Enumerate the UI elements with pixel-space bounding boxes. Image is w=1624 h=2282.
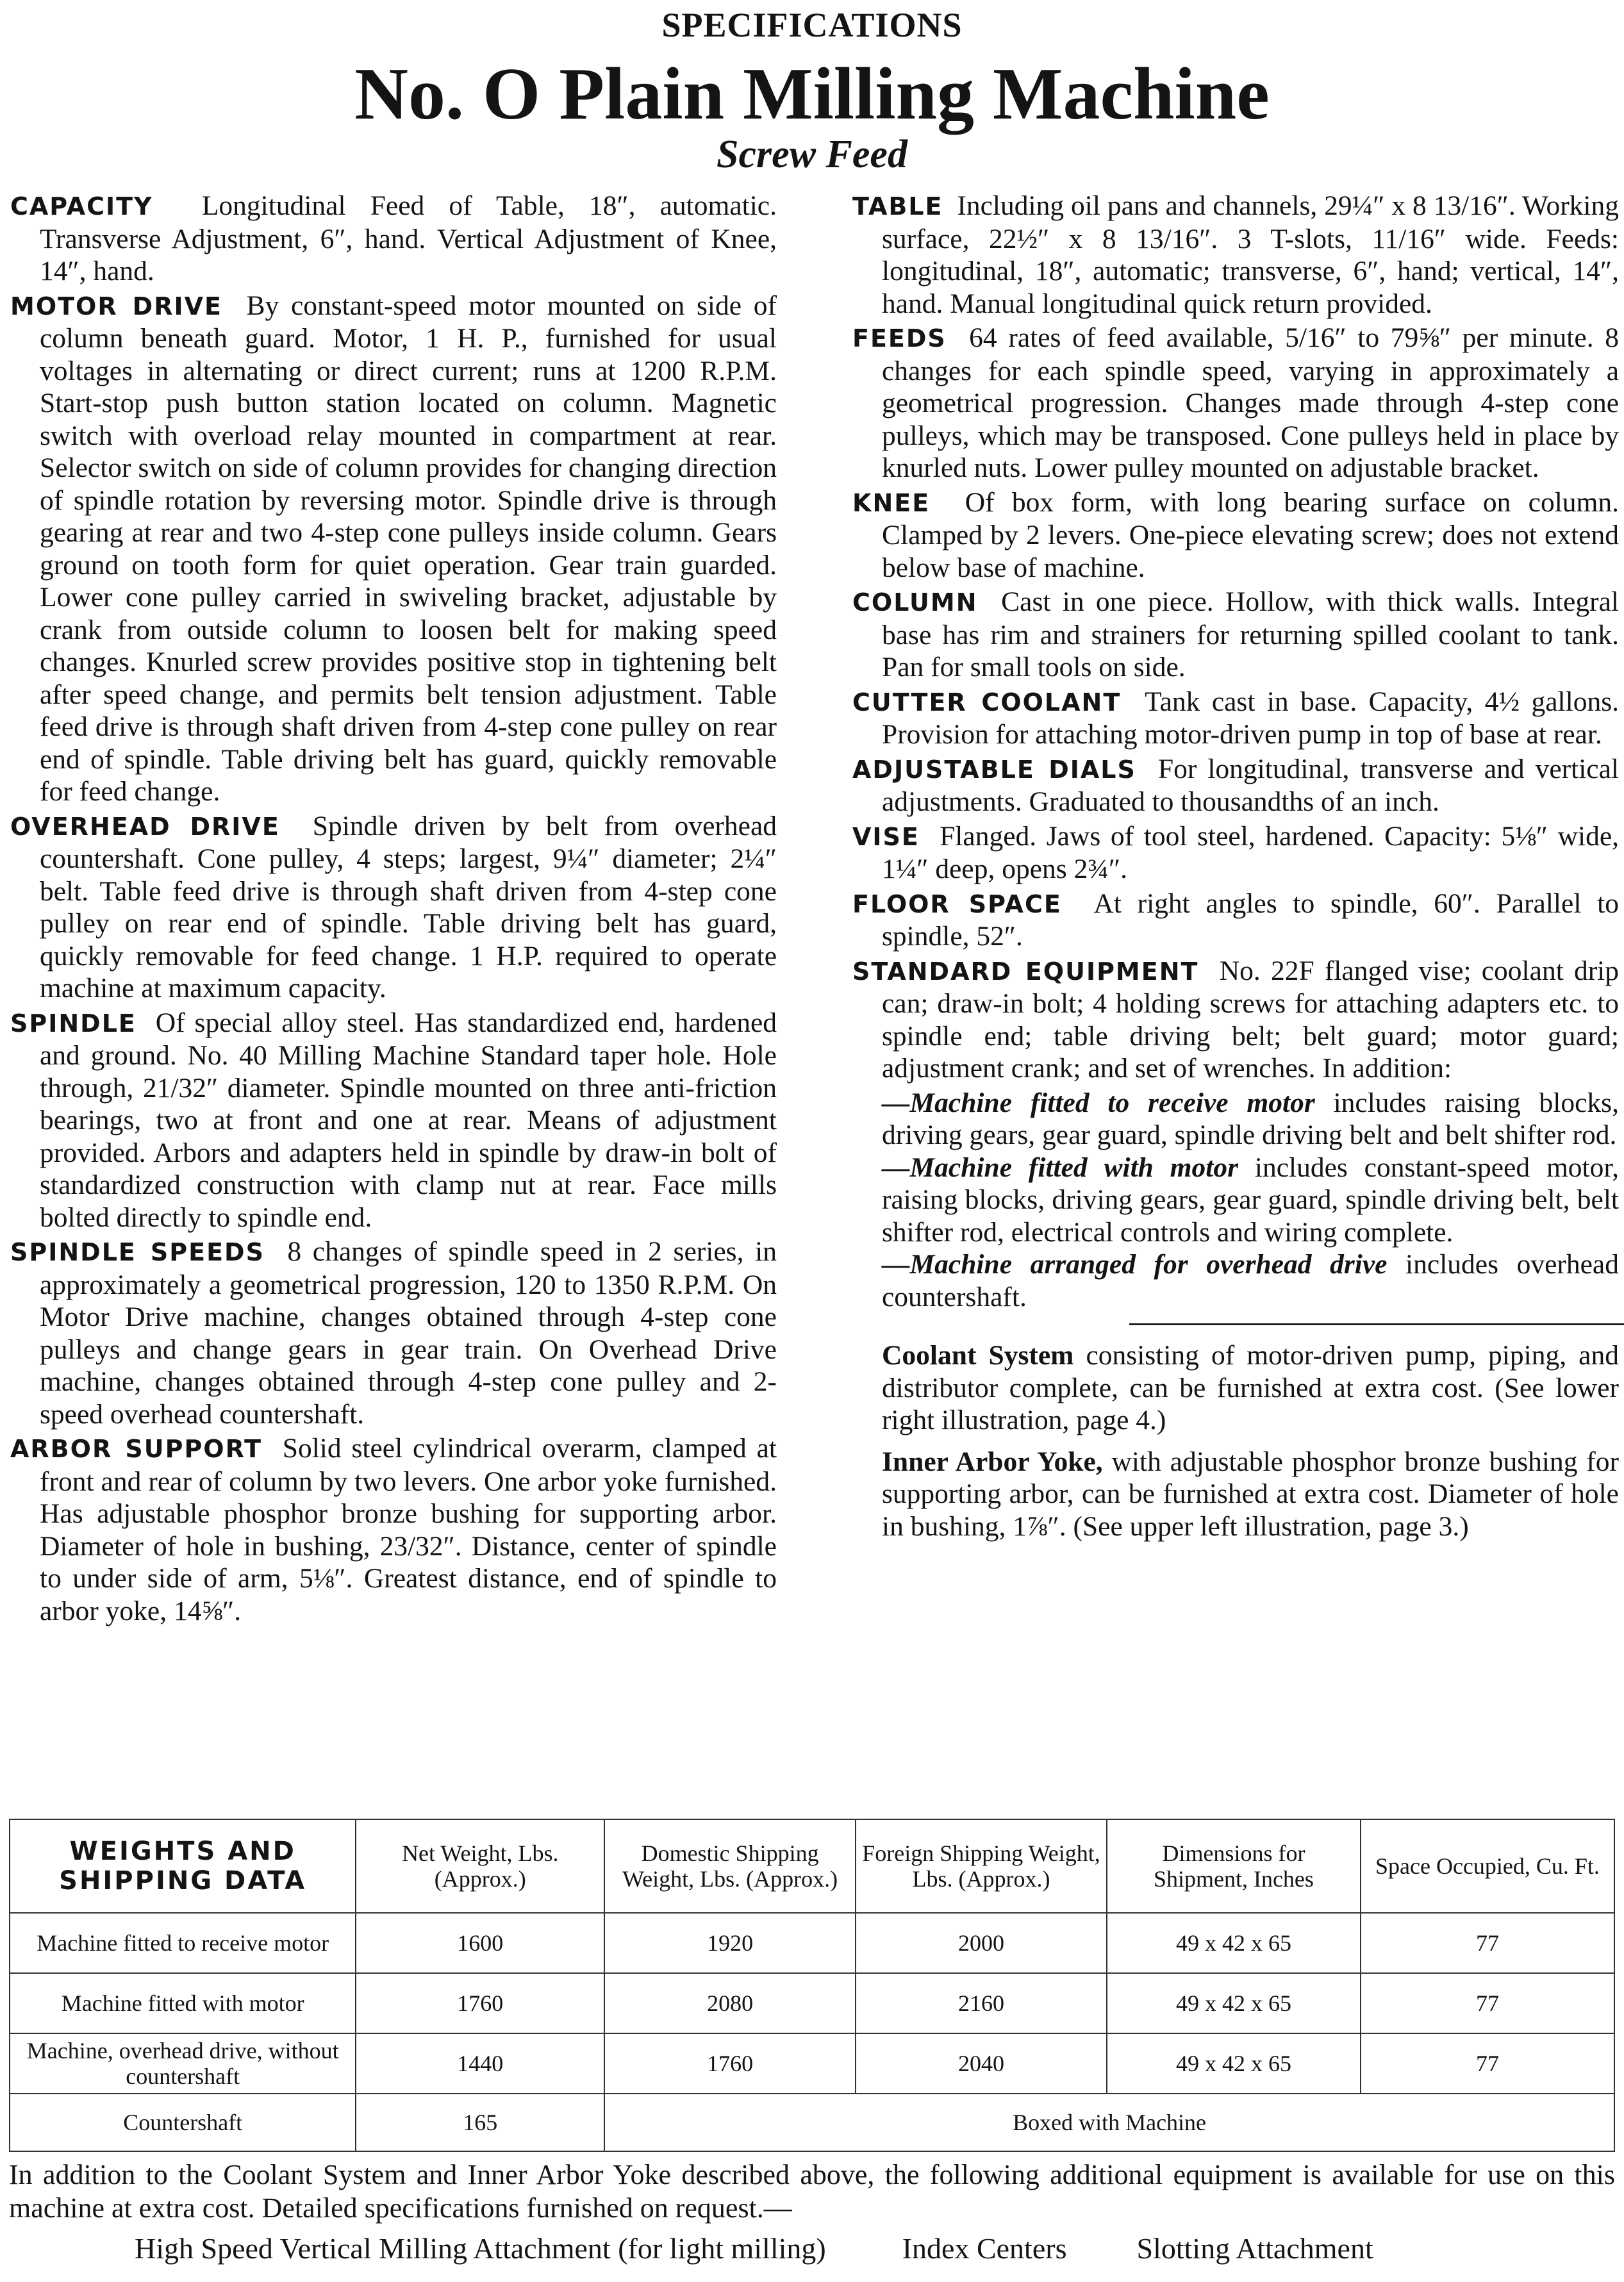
row-label: Machine fitted to receive motor	[10, 1913, 356, 1973]
page-subtitle: Screw Feed	[717, 133, 907, 176]
spec-column: COLUMN Cast in one piece. Hollow, with thick walls. Integral base has rim and strainers for returning spilled coolant to tank. Pan for small tools on side.	[852, 586, 1619, 682]
column-header: Net Weight, Lbs. (Approx.)	[356, 1819, 604, 1913]
boxed-note-cell: Boxed with Machine	[604, 2094, 1614, 2151]
dimensions-cell: 49 x 42 x 65	[1107, 2033, 1361, 2094]
spec-motor-drive: MOTOR DRIVE By constant-speed motor mounted on side of column beneath guard. Motor, 1 H. P., furnished for usual voltages in alternating or direct current; runs at 1200 R.P.M. Start-stop push button station located on column. Magnetic switch with overload relay mounted in compartment at rear. Selector switch on side of column provides for changing direction of spindle rotation by reversing motor. Spindle drive is through gearing at rear and two 4-step cone pulleys inside column. Gears ground on tooth form for quiet operation. Gear train guarded. Lower cone pulley carried in swiveling bracket, adjustable by crank from outside column to loosen belt for making speed changes. Knurled screw provides positive stop in tightening belt after speed change, and permits belt tension adjustment. Table feed drive is through shaft driven from 4-step cone pulley on rear end of spindle. Table driving belt has guard, quickly removable for feed change.	[10, 290, 777, 807]
column-header: Space Occupied, Cu. Ft.	[1361, 1819, 1614, 1913]
spec-floor-space: FLOOR SPACE At right angles to spindle, 60″. Parallel to spindle, 52″.	[852, 888, 1620, 952]
net-weight-cell: 1600	[356, 1913, 604, 1973]
domestic-weight-cell: 2080	[604, 1973, 856, 2033]
attachment-item: Index Centers	[902, 2232, 1067, 2265]
domestic-weight-cell: 1920	[604, 1913, 856, 1973]
weights-shipping-table	[9, 1819, 1615, 2152]
spec-overhead-drive: OVERHEAD DRIVE Spindle driven by belt from overhead countershaft. Cone pulley, 4 steps; largest, 9¼″ diameter; 2¼″ belt. Table feed drive is through shaft driven from 4-step cone pulley on rear end of spindle. Table driving belt has guard, quickly removable for feed change. 1 H.P. required to operate machine at maximum capacity.	[10, 810, 777, 1004]
dimensions-cell: 49 x 42 x 65	[1107, 1913, 1361, 1973]
spec-feeds: FEEDS 64 rates of feed available, 5/16″ to 79⅝″ per minute. 8 changes for each spindle speed, varying in approximately a geometrical progression. Changes made through 4-step cone pulleys, which may be transposed. Cone pulleys held in place by knurled nuts. Lower pulley mounted on adjustable bracket.	[852, 322, 1620, 483]
foreign-weight-cell: 2000	[856, 1913, 1107, 1973]
space-cell: 77	[1361, 2033, 1614, 2094]
space-cell: 77	[1361, 1913, 1614, 1973]
row-label: Machine fitted with motor	[10, 1973, 356, 2033]
additional-equipment-note: In addition to the Coolant System and Inner Arbor Yoke described above, the following additional equipment is available for use on this machine at extra cost. Detailed specifications furnished on request.—	[9, 2159, 1615, 2224]
equipment-option: —Machine arranged for overhead drive includes overhead countershaft.	[882, 1249, 1619, 1312]
spec-arbor-support: ARBOR SUPPORT Solid steel cylindrical overarm, clamped at front and rear of column by two levers. One arbor yoke furnished. Has adjustable phosphor bronze bushing for supporting arbor. Diameter of hole in bushing, 23/32″. Distance, center of spindle to under side of arm, 5⅛″. Greatest distance, end of spindle to arbor yoke, 14⅝″.	[10, 1433, 777, 1626]
page-kicker: SPECIFICATIONS	[661, 6, 963, 44]
foreign-weight-cell: 2160	[856, 1973, 1107, 2033]
extra-inner-arbor-yoke: Inner Arbor Yoke, with adjustable phosphor bronze bushing for supporting arbor, can be furnished at extra cost. Diameter of hole in bushing, 1⅞″. (See upper left illustration, page 3.)	[882, 1446, 1619, 1542]
table-corner-title: WEIGHTS AND SHIPPING DATA	[10, 1819, 356, 1913]
spec-adjustable-dials: ADJUSTABLE DIALS For longitudinal, transverse and vertical adjustments. Graduated to thousandths of an inch.	[852, 753, 1620, 817]
attachment-list	[135, 2231, 1373, 2266]
dimensions-cell: 49 x 42 x 65	[1107, 1973, 1361, 2033]
spec-knee: KNEE Of box form, with long bearing surface on column. Clamped by 2 levers. One-piece elevating screw; does not extend below base of machine.	[852, 486, 1619, 583]
table-row	[10, 2033, 1614, 2094]
extra-coolant-system: Coolant System consisting of motor-driven pump, piping, and distributor complete, can be furnished at extra cost. (See lower right illustration, page 4.)	[882, 1340, 1619, 1435]
column-header: Domestic Shipping Weight, Lbs. (Approx.)	[604, 1819, 856, 1913]
spec-spindle-speeds: SPINDLE SPEEDS 8 changes of spindle speed in 2 series, in approximately a geometrical progression, 120 to 1350 R.P.M. On Motor Drive machine, changes obtained through 4-step cone pulleys and change gears in gear train. On Overhead Drive machine, changes obtained through 4-step cone pulley and 2-speed overhead countershaft.	[10, 1236, 777, 1430]
right-spec-column	[852, 190, 1619, 1551]
net-weight-cell: 1440	[356, 2033, 604, 2094]
left-spec-column	[10, 190, 777, 1629]
attachment-item: Slotting Attachment	[1136, 2232, 1373, 2265]
page-title: No. O Plain Milling Machine	[354, 53, 1270, 135]
equipment-option: —Machine fitted with motor includes constant-speed motor, raising blocks, driving gears, gear guard, spindle driving belt, belt shifter rod, electrical controls and wiring complete.	[882, 1152, 1620, 1248]
spec-capacity: CAPACITY Longitudinal Feed of Table, 18″, automatic. Transverse Adjustment, 6″, hand. Vertical Adjustment of Knee, 14″, hand.	[10, 190, 777, 286]
foreign-weight-cell: 2040	[856, 2033, 1107, 2094]
net-weight-cell: 1760	[356, 1973, 604, 2033]
spec-cutter-coolant: CUTTER COOLANT Tank cast in base. Capacity, 4½ gallons. Provision for attaching motor-driven pump in top of base at rear.	[852, 686, 1620, 750]
table-row	[10, 1913, 1614, 1973]
section-divider	[1129, 1323, 1624, 1325]
spec-table: TABLE Including oil pans and channels, 29¼″ x 8 13/16″. Working surface, 22½″ x 8 13/16″. 3 T-slots, 11/16″ wide. Feeds: longitudinal, 18″, automatic; transverse, 6″, hand; vertical, 14″, hand. Manual longitudinal quick return provided.	[852, 190, 1620, 319]
spec-standard-equipment: STANDARD EQUIPMENT No. 22F flanged vise; coolant drip can; draw-in bolt; 4 holding screws for attaching adapters etc. to spindle end; table driving belt; belt guard; motor guard; adjustment crank; and set of wrenches. In addition:	[852, 955, 1620, 1084]
column-header: Foreign Shipping Weight, Lbs. (Approx.)	[856, 1819, 1107, 1913]
table-row	[10, 1973, 1614, 2033]
equipment-option: —Machine fitted to receive motor includes raising blocks, driving gears, gear guard, spindle driving belt and belt shifter rod.	[882, 1087, 1619, 1150]
domestic-weight-cell: 1760	[604, 2033, 856, 2094]
attachment-item: High Speed Vertical Milling Attachment (for light milling)	[135, 2232, 826, 2265]
row-label: Countershaft	[10, 2094, 356, 2151]
row-label: Machine, overhead drive, without countershaft	[10, 2033, 356, 2094]
net-weight-cell: 165	[356, 2094, 604, 2151]
space-cell: 77	[1361, 1973, 1614, 2033]
spec-spindle: SPINDLE Of special alloy steel. Has standardized end, hardened and ground. No. 40 Milling Machine Standard taper hole. Hole through, 21/32″ diameter. Spindle mounted on three anti-friction bearings, two at front and one at rear. Means of adjustment provided. Arbors and adapters held in spindle by draw-in bolt of standardized construction with clamp nut at rear. Face mills bolted directly to spindle end.	[10, 1007, 777, 1233]
column-header: Dimensions for Shipment, Inches	[1107, 1819, 1361, 1913]
table-header-row	[10, 1819, 1614, 1913]
table-row	[10, 2094, 1614, 2151]
spec-vise: VISE Flanged. Jaws of tool steel, hardened. Capacity: 5⅛″ wide, 1¼″ deep, opens 2¾″.	[852, 820, 1620, 884]
